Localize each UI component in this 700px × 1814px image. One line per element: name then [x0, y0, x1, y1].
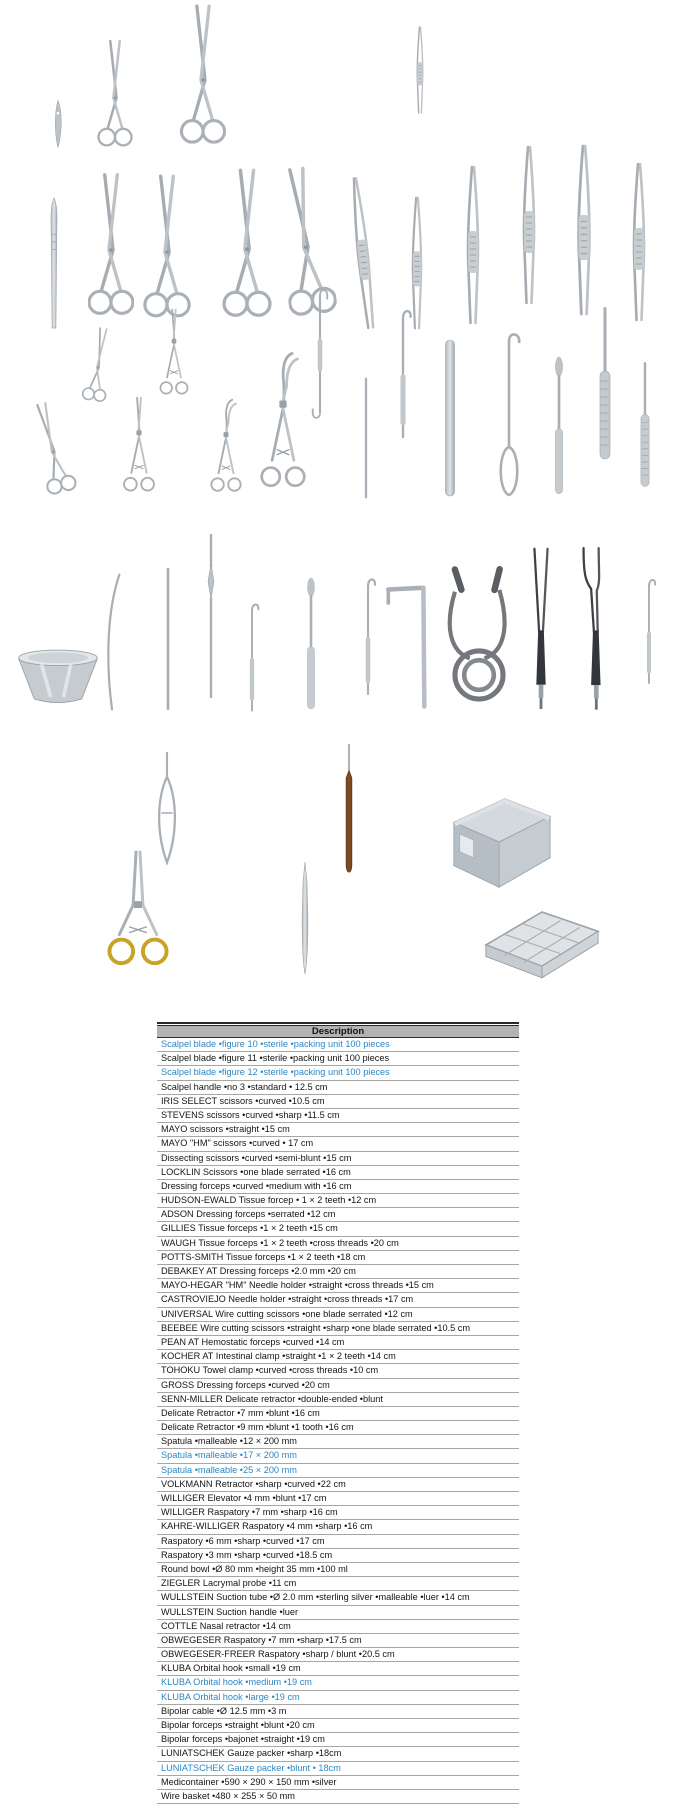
- scalpel-handle-image: [51, 198, 57, 328]
- table-row: Round bowl •Ø 80 mm •height 35 mm •100 ml: [157, 1563, 519, 1577]
- dressing-forceps-image: [350, 178, 375, 328]
- table-row: WULLSTEIN Suction handle •luer: [157, 1606, 519, 1620]
- table-row: LOCKLIN Scissors •one blade serrated •16 cm: [157, 1166, 519, 1180]
- obwegeser-raspatory-image: [307, 578, 315, 709]
- table-row: CASTROVIEJO Needle holder •straight •cross threads •17 cm: [157, 1293, 519, 1307]
- tohoku-towel-clamp-image: [211, 400, 240, 491]
- waugh-forceps-image: [524, 147, 534, 303]
- table-row: Spatula •malleable •12 × 200 mm: [157, 1435, 519, 1449]
- ziegler-probe-image: [108, 575, 119, 710]
- kluba-hook-small-image: [366, 579, 375, 694]
- table-row: OBWEGESER-FREER Raspatory •sharp / blunt •20.5 cm: [157, 1648, 519, 1662]
- table-row: Scalpel blade •figure 11 •sterile •packing unit 100 pieces: [157, 1052, 519, 1066]
- table-row: SENN-MILLER Delicate retractor •double-ended •blunt: [157, 1393, 519, 1407]
- table-row: MAYO scissors •straight •15 cm: [157, 1123, 519, 1137]
- bipolar-cable-image: [450, 565, 505, 699]
- cottle-nasal-retractor-image: [388, 588, 424, 707]
- wullstein-suction-handle-image: [302, 862, 308, 974]
- angled-retractor-image: [250, 604, 259, 710]
- table-row: KAHRE-WILLIGER Raspatory •4 mm •sharp •16 cm: [157, 1520, 519, 1534]
- debakey-forceps-image: [634, 164, 644, 320]
- table-row: TOHOKU Towel clamp •curved •cross threads •10 cm: [157, 1364, 519, 1378]
- table-row: Wire basket •480 × 255 × 50 mm: [157, 1790, 519, 1804]
- castroviejo-needle-holder-image: [159, 752, 175, 863]
- table-row: WILLIGER Elevator •4 mm •blunt •17 cm: [157, 1492, 519, 1506]
- table-row: MAYO "HM" scissors •curved • 17 cm: [157, 1137, 519, 1151]
- wire-basket-image: [486, 912, 598, 978]
- kocher-clamp-image: [124, 398, 154, 491]
- table-row: Medicontainer •590 × 290 × 150 mm •silver: [157, 1776, 519, 1790]
- table-row: POTTS-SMITH Tissue forceps •1 × 2 teeth •18 cm: [157, 1251, 519, 1265]
- scalpel-blade-image: [55, 100, 61, 148]
- williger-elevator-image: [555, 357, 563, 494]
- table-row: KLUBA Orbital hook •small •19 cm: [157, 1662, 519, 1676]
- table-row: VOLKMANN Retractor •sharp •curved •22 cm: [157, 1478, 519, 1492]
- mayo-hm-scissors-image: [145, 176, 189, 316]
- table-row: GILLIES Tissue forceps •1 × 2 teeth •15 cm: [157, 1222, 519, 1236]
- medicontainer-image: [454, 799, 550, 887]
- table-row: Delicate Retractor •7 mm •blunt •16 cm: [157, 1407, 519, 1421]
- dissecting-scissors-image: [224, 170, 270, 315]
- description-table: [157, 1022, 519, 1804]
- luniatschek-gauze-packer-image: [346, 744, 352, 872]
- table-row: OBWEGESER Raspatory •7 mm •sharp •17.5 cm: [157, 1634, 519, 1648]
- table-row: UNIVERSAL Wire cutting scissors •one blade serrated •12 cm: [157, 1308, 519, 1322]
- volkmann-retractor-image: [501, 334, 519, 495]
- table-row: Raspatory •6 mm •sharp •curved •17 cm: [157, 1535, 519, 1549]
- kluba-hook-large-image: [647, 580, 655, 683]
- table-row: Bipolar cable •Ø 12.5 mm •3 m: [157, 1705, 519, 1719]
- table-row: HUDSON-EWALD Tissue forcep • 1 × 2 teeth •12 cm: [157, 1194, 519, 1208]
- delicate-retractor-7mm-image: [365, 378, 367, 499]
- table-row: Dressing forceps •curved •medium with •16 cm: [157, 1180, 519, 1194]
- table-row: PEAN AT Hemostatic forceps •curved •14 cm: [157, 1336, 519, 1350]
- wullstein-suction-tube-image: [167, 568, 170, 710]
- table-row: WAUGH Tissue forceps •1 × 2 teeth •cross threads •20 cm: [157, 1237, 519, 1251]
- table-row[interactable]: Spatula •malleable •25 × 200 mm: [157, 1464, 519, 1478]
- table-row[interactable]: LUNIATSCHEK Gauze packer •blunt • 18cm: [157, 1762, 519, 1776]
- delicate-retractor-9mm-image: [400, 311, 410, 437]
- table-row[interactable]: KLUBA Orbital hook •large •19 cm: [157, 1691, 519, 1705]
- mayo-scissors-image: [89, 175, 133, 314]
- table-row: MAYO-HEGAR "HM" Needle holder •straight •cross threads •15 cm: [157, 1279, 519, 1293]
- table-row: Raspatory •3 mm •sharp •curved •18.5 cm: [157, 1549, 519, 1563]
- table-row: Bipolar forceps •bajonet •straight •19 cm: [157, 1733, 519, 1747]
- table-body: [157, 1038, 519, 1804]
- iris-scissors-image: [98, 41, 131, 145]
- table-row: GROSS Dressing forceps •curved •20 cm: [157, 1379, 519, 1393]
- table-row: DEBAKEY AT Dressing forceps •2.0 mm •20 cm: [157, 1265, 519, 1279]
- gross-forceps-image: [262, 353, 305, 485]
- table-row: BEEBEE Wire cutting scissors •straight •sharp •one blade serrated •10.5 cm: [157, 1322, 519, 1336]
- table-row: Dissecting scissors •curved •semi-blunt •15 cm: [157, 1152, 519, 1166]
- table-row: Scalpel handle •no 3 •standard • 12.5 cm: [157, 1081, 519, 1095]
- table-top-rule: [157, 1022, 519, 1024]
- table-header-label: Description: [311, 1026, 365, 1037]
- suction-tube-image: [208, 534, 214, 698]
- beebee-scissors-image: [82, 327, 115, 402]
- table-row: STEVENS scissors •curved •sharp •11.5 cm: [157, 1109, 519, 1123]
- adson-forceps-image: [413, 198, 421, 329]
- table-header: [157, 1025, 519, 1038]
- table-row[interactable]: Scalpel blade •figure 10 •sterile •packing unit 100 pieces: [157, 1038, 519, 1052]
- table-row[interactable]: Spatula •malleable •17 × 200 mm: [157, 1449, 519, 1463]
- table-row: Bipolar forceps •straight •blunt •20 cm: [157, 1719, 519, 1733]
- table-row[interactable]: Scalpel blade •figure 12 •sterile •packing unit 100 pieces: [157, 1066, 519, 1080]
- mayo-hegar-needle-holder-image: [109, 852, 166, 963]
- micro-forceps-image: [417, 27, 423, 113]
- spatula-image: [446, 340, 455, 496]
- round-bowl-image: [19, 650, 98, 702]
- universal-wire-scissors-image: [27, 401, 77, 495]
- table-row[interactable]: KLUBA Orbital hook •medium •19 cm: [157, 1676, 519, 1690]
- gillies-forceps-image: [468, 167, 478, 323]
- bipolar-forceps-straight-image: [534, 549, 547, 709]
- table-row: IRIS SELECT scissors •curved •10.5 cm: [157, 1095, 519, 1109]
- table-row: WULLSTEIN Suction tube •Ø 2.0 mm •sterling silver •malleable •luer •14 cm: [157, 1591, 519, 1605]
- williger-raspatory-image: [600, 307, 610, 459]
- table-row: COTTLE Nasal retractor •14 cm: [157, 1620, 519, 1634]
- table-row: LUNIATSCHEK Gauze packer •sharp •18cm: [157, 1747, 519, 1761]
- potts-smith-forceps-image: [579, 146, 590, 314]
- table-row: KOCHER AT Intestinal clamp •straight •1 × 2 teeth •14 cm: [157, 1350, 519, 1364]
- kahre-williger-raspatory-image: [641, 362, 649, 486]
- table-row: Delicate Retractor •9 mm •blunt •1 tooth •16 cm: [157, 1421, 519, 1435]
- table-row: ADSON Dressing forceps •serrated •12 cm: [157, 1208, 519, 1222]
- bipolar-forceps-bayonet-image: [584, 548, 601, 710]
- pean-forceps-image: [160, 309, 187, 393]
- table-row: ZIEGLER Lacrymal probe •11 cm: [157, 1577, 519, 1591]
- table-row: WILLIGER Raspatory •7 mm •sharp •16 cm: [157, 1506, 519, 1520]
- stevens-scissors-image: [181, 6, 224, 142]
